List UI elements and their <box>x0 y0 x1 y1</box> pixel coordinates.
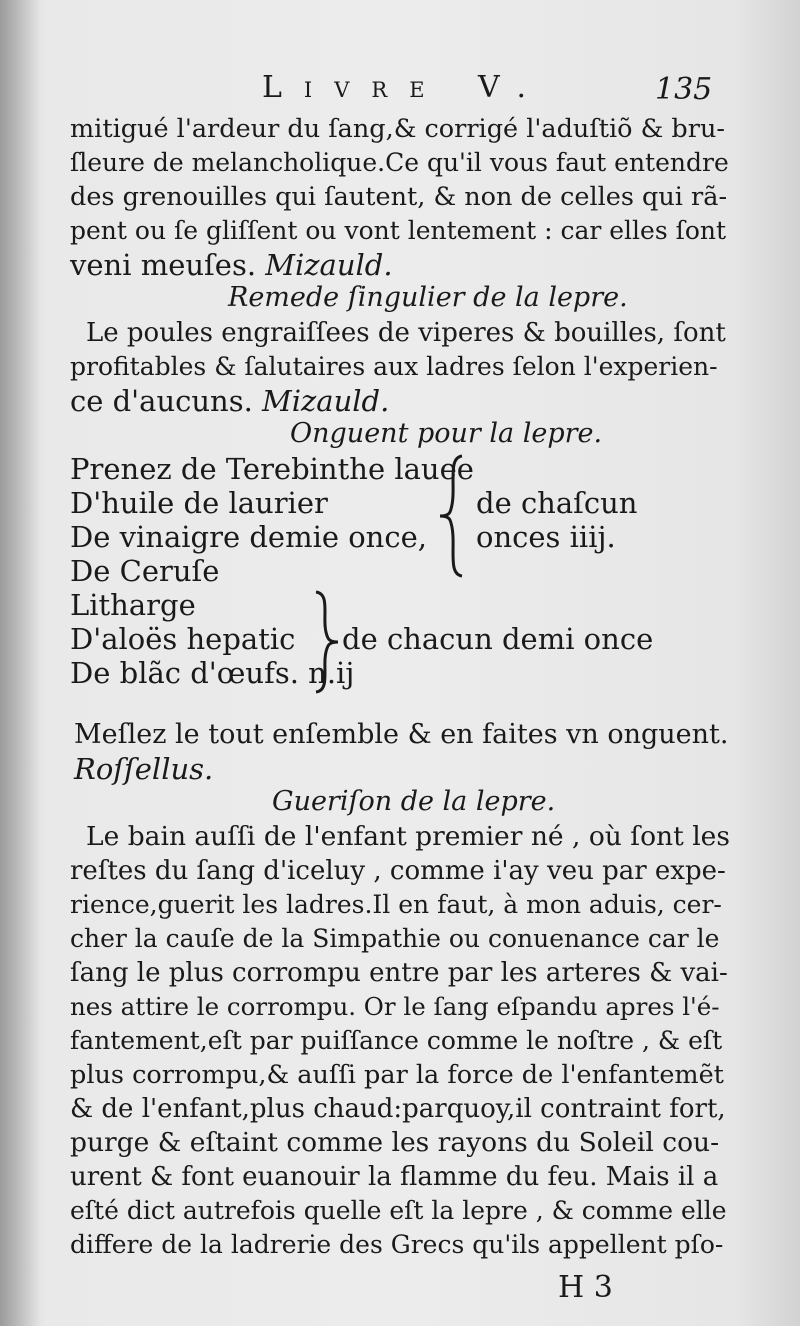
page-header <box>0 70 800 110</box>
text-line: & de l'enfant,plus chaud:parquoy,il contraint fort, <box>70 1094 726 1124</box>
curly-brace-icon <box>436 452 472 580</box>
text-fragment: ce d'aucuns. <box>70 384 253 418</box>
recipe-quantity: onces iiij. <box>476 520 616 554</box>
author-citation: Mizauld. <box>265 248 393 282</box>
text-line: rience,guerit les ladres.Il en faut, à mon aduis, cer- <box>70 890 722 919</box>
text-line: pent ou ſe gliſſent ou vont lentement : car elles ſont <box>70 216 727 245</box>
text-line: differe de la ladrerie des Grecs qu'ils appellent pſo- <box>70 1230 724 1259</box>
instruction-line: Meſlez le tout enſemble & en faites vn onguent. <box>74 719 729 750</box>
text-line: eſté dict autrefois quelle eſt la lepre , & comme elle <box>70 1196 727 1225</box>
recipe-item: De vinaigre demie once, <box>70 520 427 554</box>
text-line: profitables & ſalutaires aux ladres ſelon l'experien- <box>70 352 718 381</box>
recipe-item: De Ceruſe <box>70 554 220 588</box>
recipe-item: D'huile de laurier <box>70 486 328 520</box>
page-number: 135 <box>655 72 713 107</box>
author-citation: Mizauld. <box>262 384 390 418</box>
curly-brace-icon <box>306 588 342 696</box>
text-line <box>70 248 393 282</box>
text-line: Le bain auſſi de l'enfant premier né , où ſont les <box>86 821 730 852</box>
text-line: fantement,eſt par puiſſance comme le noſtre , & eſt <box>70 1026 723 1055</box>
text-line: urent & font euanouir la flamme du feu. Mais il a <box>70 1162 719 1192</box>
gutter-shadow <box>0 0 40 1326</box>
recipe-quantity: de chaſcun <box>476 486 638 520</box>
text-line: des grenouilles qui ſautent, & non de celles qui rã- <box>70 182 728 212</box>
section-rubric: Onguent pour la lepre. <box>290 418 603 449</box>
text-line: ſleure de melancholique.Ce qu'il vous faut entendre <box>70 148 729 177</box>
text-line <box>70 384 389 418</box>
text-line: reſtes du ſang d'iceluy , comme i'ay veu par expe- <box>70 856 726 886</box>
running-head: Livre V. <box>262 70 549 105</box>
signature-mark: H 3 <box>558 1270 613 1305</box>
section-rubric: Remede ſingulier de la lepre. <box>228 282 628 313</box>
author-citation: Roſſellus. <box>74 752 214 786</box>
recipe-item: De blãc d'œufs. n.ij <box>70 656 355 690</box>
recipe-item: Litharge <box>70 588 196 622</box>
section-rubric: Gueriſon de la lepre. <box>272 786 556 817</box>
text-line: nes attire le corrompu. Or le ſang eſpandu apres l'é- <box>70 992 720 1021</box>
recipe-quantity: de chacun demi once <box>342 622 654 656</box>
text-line: Le poules engraiſſees de viperes & bouilles, ſont <box>86 318 726 348</box>
text-line: cher la cauſe de la Simpathie ou conuenance car le <box>70 924 720 953</box>
text-fragment: veni meuſes. <box>70 248 257 282</box>
text-line: plus corrompu,& auſſi par la force de l'enfantemẽt <box>70 1060 724 1090</box>
text-line: mitigué l'ardeur du ſang,& corrigé l'aduſtiõ & bru- <box>70 114 725 144</box>
text-line: ſang le plus corrompu entre par les arteres & vai- <box>70 958 728 988</box>
recipe-item: Prenez de Terebinthe lauee <box>70 452 474 486</box>
text-line: purge & eſtaint comme les rayons du Soleil cou- <box>70 1127 720 1158</box>
recipe-item: D'aloës hepatic <box>70 622 296 656</box>
